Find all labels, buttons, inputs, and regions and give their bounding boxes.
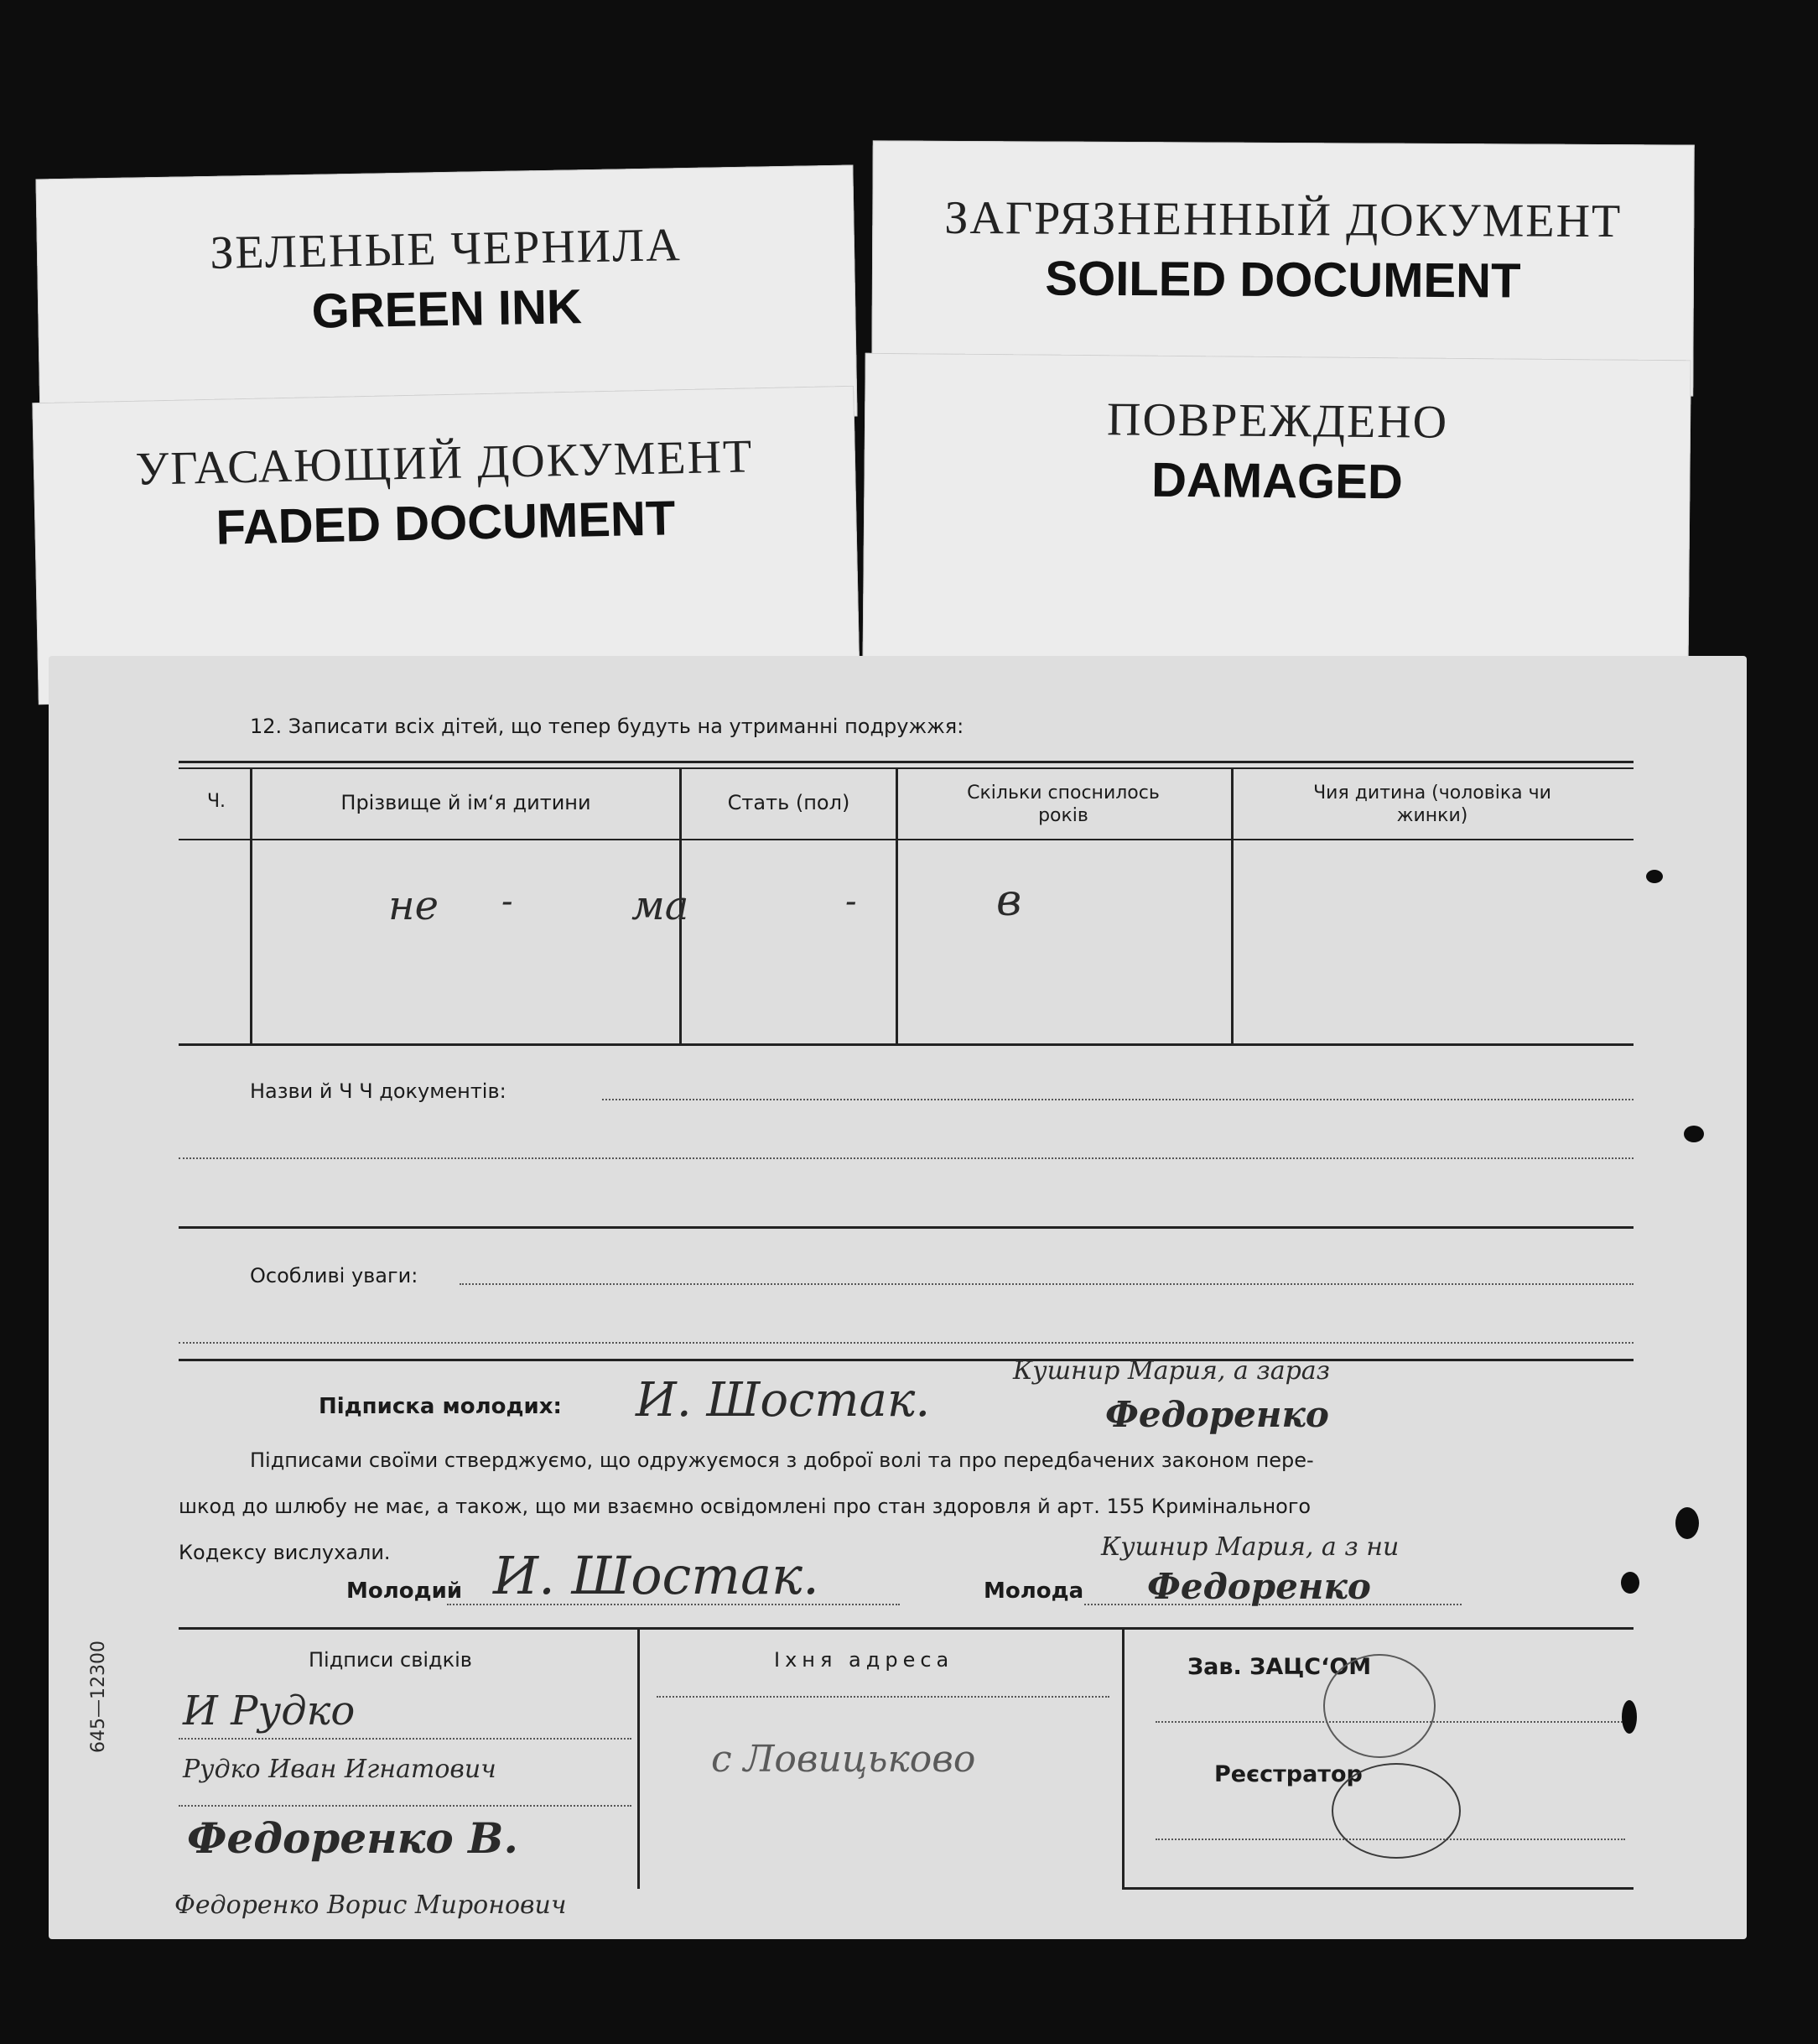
damaged-ru: ПОВРЕЖДЕНО: [1106, 393, 1449, 449]
notes-dotted-line: [460, 1283, 1634, 1285]
edge-damage-mark: [1621, 1572, 1639, 1594]
hw-bride-signature-1: Кушнир Мария, а зараз: [1013, 1356, 1331, 1386]
header-child-name: Прізвище й ім‘я дитини: [340, 791, 591, 814]
declaration-line-3: Кодексу вислухали.: [179, 1541, 391, 1564]
green-ink-en: GREEN INK: [311, 279, 583, 339]
col-divider-4: [1231, 769, 1234, 1043]
documents-label: Назви й Ч Ч документів:: [250, 1079, 506, 1103]
soiled-ru: ЗАГРЯЗНЕННЫЙ ДОКУМЕНТ: [944, 191, 1623, 248]
address-header: Іхня адреса: [774, 1648, 954, 1672]
hw-v: в: [996, 876, 1022, 926]
header-age: Скільки споснилось років: [967, 783, 1160, 826]
edge-damage-mark: [1684, 1126, 1704, 1142]
hw-witness-1-full: Рудко Иван Игнатович: [183, 1755, 496, 1784]
header-number: Ч.: [206, 791, 226, 812]
documents-dotted-line-2: [179, 1157, 1634, 1159]
witnesses-header: Підписи свідків: [309, 1648, 472, 1672]
hw-witness-2-full: Федоренко Ворис Миронович: [174, 1891, 567, 1920]
head-of-registry-label: Зав. ЗАЦС‘ОМ: [1187, 1654, 1372, 1680]
hw-witness-2: Федоренко В.: [187, 1813, 518, 1863]
registrar-signature-mark: [1332, 1763, 1461, 1859]
registrar-label: Реєстратор: [1214, 1761, 1363, 1787]
hw-witness-1: И Рудко: [183, 1688, 356, 1735]
notes-label: Особливі уваги:: [250, 1264, 418, 1287]
witness-table-top-rule: [179, 1627, 1634, 1630]
hw-bride-sign-2: Федоренко: [1147, 1566, 1371, 1607]
edge-damage-mark: [1622, 1700, 1637, 1734]
table-top-rule-2: [179, 767, 1634, 769]
faded-en: FADED DOCUMENT: [215, 491, 676, 555]
damaged-en: DAMAGED: [1151, 452, 1404, 510]
soiled-en: SOILED DOCUMENT: [1045, 251, 1521, 309]
green-ink-ru: ЗЕЛЕНЫЕ ЧЕРНИЛА: [209, 219, 683, 279]
witness-table-bottom-rule: [1122, 1887, 1634, 1890]
edge-damage-mark: [1646, 870, 1663, 883]
col-divider-1: [250, 769, 252, 1043]
head-signature-mark: [1323, 1654, 1436, 1758]
table-header-rule: [179, 839, 1634, 840]
header-sex: Стать (пол): [727, 791, 850, 814]
hw-bride-signature-2: Федоренко: [1105, 1394, 1329, 1435]
declaration-line-1: Підписами своїми стверджуємо, що одружуємося з доброї волі та про передбачених законом пере-: [250, 1448, 1314, 1472]
print-code: 645—12300: [88, 1641, 109, 1753]
documents-dotted-line: [602, 1099, 1634, 1100]
table-bottom-rule: [179, 1043, 1634, 1046]
hw-ma: ма: [631, 882, 689, 929]
hw-address: с Ловицьково: [711, 1738, 976, 1781]
witness-dotted-line-1: [179, 1738, 631, 1740]
spouses-signature-label: Підписка молодих:: [319, 1394, 562, 1419]
hw-bride-sign-1: Кушнир Мария, а з ни: [1101, 1532, 1400, 1562]
damaged-label-card: [862, 353, 1691, 696]
header-whose-child: Чия дитина (чоловіка чи жинки): [1313, 783, 1551, 826]
witness-col-divider-1: [637, 1629, 640, 1889]
hw-dash-1: -: [501, 882, 513, 921]
groom-label: Молодий: [346, 1579, 463, 1604]
notes-dotted-line-2: [179, 1342, 1634, 1344]
declaration-line-2: шкод до шлюбу не має, а також, що ми взаємно освідомлені про стан здоровля й арт. 155 Кримінального: [179, 1495, 1312, 1518]
witness-dotted-line-2: [179, 1805, 631, 1807]
col-divider-3: [896, 769, 898, 1043]
hw-ne: не: [388, 882, 439, 929]
address-dotted-line: [657, 1696, 1109, 1698]
hw-groom-sign: И. Шостак.: [493, 1545, 819, 1606]
section12-title: 12. Записати всіх дітей, що тепер будуть на утриманні подружжя:: [250, 715, 964, 738]
table-top-rule: [179, 761, 1634, 763]
hw-groom-signature: И. Шостак.: [636, 1373, 931, 1428]
edge-damage-mark: [1675, 1507, 1699, 1539]
notes-rule: [179, 1359, 1634, 1361]
bride-label: Молода: [984, 1579, 1084, 1604]
witness-col-divider-2: [1122, 1629, 1125, 1889]
faded-ru: УГАСАЮЩИЙ ДОКУМЕНТ: [135, 430, 754, 496]
hw-dash-2: -: [845, 882, 857, 921]
marriage-record-form: [49, 656, 1747, 1939]
documents-rule: [179, 1226, 1634, 1229]
